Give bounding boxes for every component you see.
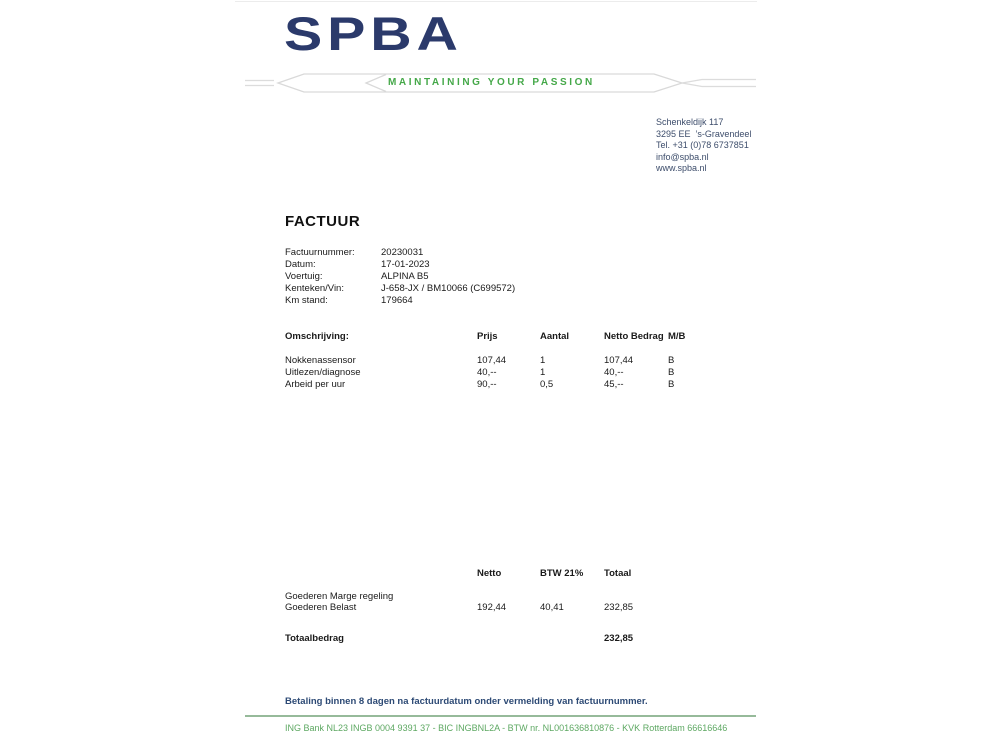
table-row: [285, 367, 698, 379]
field-value: 17-01-2023: [381, 259, 430, 270]
col-header-qty: Aantal: [540, 331, 570, 342]
table-row: [285, 355, 698, 367]
table-row: [285, 379, 698, 391]
invoice-title: FACTUUR: [285, 213, 361, 230]
col-header-netto: Netto: [477, 568, 502, 579]
meta-row: [285, 259, 515, 271]
page-top-divider: [235, 1, 757, 2]
cell-price: 90,--: [477, 379, 497, 390]
contact-phone: Tel. +31 (0)78 6737851: [656, 140, 749, 151]
field-label: Km stand:: [285, 295, 328, 306]
spacer: [285, 568, 477, 579]
field-label: Voertuig:: [285, 271, 323, 282]
col-header-btw: BTW 21%: [540, 568, 584, 579]
items-header-row: [285, 331, 698, 343]
col-header-net: Netto Bedrag: [604, 331, 664, 342]
totals-row: [285, 591, 698, 602]
cell-qty: 1: [540, 355, 546, 366]
cell-mb: B: [668, 367, 675, 378]
cell-net: 107,44: [604, 355, 634, 366]
cell-net: 40,--: [604, 367, 624, 378]
totals-label: Goederen Belast: [285, 602, 357, 613]
col-header-price: Prijs: [477, 331, 498, 342]
field-label: Datum:: [285, 259, 316, 270]
company-contact-block: [656, 117, 751, 175]
meta-row: [285, 271, 515, 283]
spacer: [668, 633, 698, 644]
field-value: 20230031: [381, 247, 424, 258]
totals-label: Goederen Marge regeling: [285, 591, 394, 602]
totals-header-row: [285, 568, 698, 579]
cell-price: 40,--: [477, 367, 497, 378]
cell-description: Nokkenassensor: [285, 355, 356, 366]
meta-row: [285, 247, 515, 259]
cell-mb: B: [668, 355, 675, 366]
totals-totaal: [604, 591, 668, 602]
totals-totaal: 232,85: [604, 602, 634, 613]
items-table: [285, 331, 698, 391]
spacer: [477, 633, 540, 644]
grand-total-row: [285, 633, 698, 644]
field-value: J-658-JX / BM10066 (C699572): [381, 283, 516, 294]
totals-table: [285, 568, 698, 644]
contact-website: www.spba.nl: [656, 163, 707, 174]
cell-price: 107,44: [477, 355, 507, 366]
totals-btw: 40,41: [540, 602, 564, 613]
col-header-mb: M/B: [668, 331, 686, 342]
totals-netto: 192,44: [477, 602, 507, 613]
payment-terms-note: Betaling binnen 8 dagen na factuurdatum onder vermelding van factuurnummer.: [285, 696, 648, 707]
cell-mb: B: [668, 379, 675, 390]
grand-total-value: 232,85: [604, 633, 634, 644]
brand-tagline: MAINTAINING YOUR PASSION: [388, 77, 595, 88]
contact-address-street: Schenkeldijk 117: [656, 117, 724, 127]
spacer: [668, 568, 698, 579]
field-value: 179664: [381, 295, 413, 306]
col-header-description: Omschrijving:: [285, 331, 349, 342]
contact-email: info@spba.nl: [656, 151, 709, 162]
cell-qty: 1: [540, 367, 546, 378]
cell-description: Uitlezen/diagnose: [285, 367, 361, 378]
meta-row: [285, 295, 515, 307]
meta-row: [285, 283, 515, 295]
spacer: [668, 591, 698, 602]
cell-qty: 0,5: [540, 379, 554, 390]
bank-details-line: ING Bank NL23 INGB 0004 9391 37 - BIC INGBNL2A - BTW nr. NL001636810876 - KVK Rotterdam 66616646: [285, 723, 728, 733]
company-logo: SPBA: [284, 7, 463, 60]
field-value: ALPINA B5: [381, 271, 429, 282]
spacer: [668, 602, 698, 613]
grand-total-label: Totaalbedrag: [285, 633, 344, 644]
cell-description: Arbeid per uur: [285, 379, 346, 390]
spacer: [540, 633, 604, 644]
cell-net: 45,--: [604, 379, 624, 390]
col-header-totaal: Totaal: [604, 568, 632, 579]
field-label: Factuurnummer:: [285, 247, 355, 258]
invoice-meta: [285, 247, 515, 307]
footer-divider: [245, 715, 756, 717]
totals-row: [285, 602, 698, 613]
contact-address-city: 3295 EE ’s-Gravendeel: [656, 128, 752, 139]
totals-netto: [477, 591, 540, 602]
field-label: Kenteken/Vin:: [285, 283, 344, 294]
totals-btw: [540, 591, 604, 602]
